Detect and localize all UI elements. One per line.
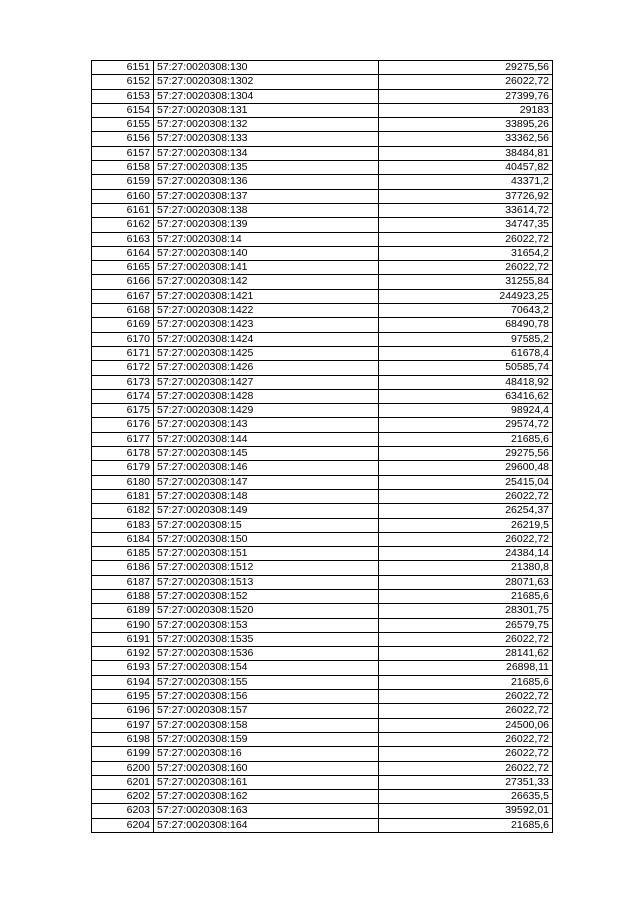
cadastral-number-cell: 57:27:0020308:132 [154,118,379,132]
table-row [92,618,553,632]
row-number-cell: 6170 [92,332,154,346]
cadastral-number-cell: 57:27:0020308:1423 [154,318,379,332]
value-cell: 34747,35 [379,218,553,232]
row-number-cell: 6175 [92,404,154,418]
row-number-cell: 6180 [92,475,154,489]
table-row [92,475,553,489]
value-cell: 63416,62 [379,389,553,403]
value-cell: 21685,6 [379,432,553,446]
row-number-cell: 6155 [92,118,154,132]
value-cell: 33895,26 [379,118,553,132]
table-row [92,203,553,217]
table-row [92,289,553,303]
value-cell: 26219,5 [379,518,553,532]
value-cell: 31654,2 [379,246,553,260]
row-number-cell: 6171 [92,346,154,360]
cadastral-number-cell: 57:27:0020308:153 [154,618,379,632]
value-cell: 48418,92 [379,375,553,389]
value-cell: 28071,63 [379,575,553,589]
row-number-cell: 6192 [92,647,154,661]
row-number-cell: 6188 [92,589,154,603]
table-row [92,547,553,561]
cadastral-number-cell: 57:27:0020308:158 [154,718,379,732]
row-number-cell: 6177 [92,432,154,446]
table-row [92,718,553,732]
table-row [92,489,553,503]
table-row [92,661,553,675]
row-number-cell: 6169 [92,318,154,332]
value-cell: 38484,81 [379,146,553,160]
row-number-cell: 6193 [92,661,154,675]
row-number-cell: 6190 [92,618,154,632]
value-cell: 24500,06 [379,718,553,732]
cadastral-number-cell: 57:27:0020308:145 [154,447,379,461]
cadastral-number-cell: 57:27:0020308:16 [154,747,379,761]
table-row [92,790,553,804]
value-cell: 26022,72 [379,232,553,246]
cadastral-number-cell: 57:27:0020308:1421 [154,289,379,303]
value-cell: 70643,2 [379,304,553,318]
table-row [92,804,553,818]
row-number-cell: 6157 [92,146,154,160]
cadastral-value-table [91,60,553,833]
value-cell: 29275,56 [379,447,553,461]
cadastral-number-cell: 57:27:0020308:162 [154,790,379,804]
table-row [92,103,553,117]
row-number-cell: 6161 [92,203,154,217]
value-cell: 37726,92 [379,189,553,203]
row-number-cell: 6203 [92,804,154,818]
row-number-cell: 6187 [92,575,154,589]
table-row [92,61,553,75]
table-row [92,432,553,446]
value-cell: 31255,84 [379,275,553,289]
value-cell: 26022,72 [379,261,553,275]
cadastral-number-cell: 57:27:0020308:154 [154,661,379,675]
cadastral-number-cell: 57:27:0020308:130 [154,61,379,75]
cadastral-number-cell: 57:27:0020308:156 [154,690,379,704]
value-cell: 27399,76 [379,89,553,103]
table-row [92,246,553,260]
value-cell: 26022,72 [379,489,553,503]
table-row [92,389,553,403]
cadastral-number-cell: 57:27:0020308:148 [154,489,379,503]
row-number-cell: 6185 [92,547,154,561]
value-cell: 40457,82 [379,161,553,175]
value-cell: 26254,37 [379,504,553,518]
row-number-cell: 6196 [92,704,154,718]
value-cell: 50585,74 [379,361,553,375]
row-number-cell: 6189 [92,604,154,618]
value-cell: 26022,72 [379,732,553,746]
row-number-cell: 6168 [92,304,154,318]
value-cell: 26022,72 [379,690,553,704]
table-row [92,304,553,318]
row-number-cell: 6179 [92,461,154,475]
value-cell: 28141,62 [379,647,553,661]
row-number-cell: 6153 [92,89,154,103]
table-row [92,675,553,689]
value-cell: 244923,25 [379,289,553,303]
cadastral-number-cell: 57:27:0020308:157 [154,704,379,718]
value-cell: 68490,78 [379,318,553,332]
table-row [92,189,553,203]
value-cell: 26579,75 [379,618,553,632]
row-number-cell: 6202 [92,790,154,804]
value-cell: 29275,56 [379,61,553,75]
table-row [92,375,553,389]
value-cell: 26022,72 [379,761,553,775]
cadastral-number-cell: 57:27:0020308:1302 [154,75,379,89]
row-number-cell: 6154 [92,103,154,117]
value-cell: 26022,72 [379,704,553,718]
table-row [92,761,553,775]
cadastral-number-cell: 57:27:0020308:1304 [154,89,379,103]
cadastral-number-cell: 57:27:0020308:14 [154,232,379,246]
value-cell: 21685,6 [379,818,553,832]
value-cell: 29600,48 [379,461,553,475]
value-cell: 24384,14 [379,547,553,561]
table-row [92,561,553,575]
cadastral-number-cell: 57:27:0020308:149 [154,504,379,518]
row-number-cell: 6174 [92,389,154,403]
cadastral-number-cell: 57:27:0020308:163 [154,804,379,818]
row-number-cell: 6204 [92,818,154,832]
table-row [92,704,553,718]
value-cell: 21685,6 [379,675,553,689]
table-row [92,404,553,418]
cadastral-number-cell: 57:27:0020308:134 [154,146,379,160]
table-row [92,232,553,246]
cadastral-number-cell: 57:27:0020308:141 [154,261,379,275]
value-cell: 26635,5 [379,790,553,804]
table-row [92,161,553,175]
table-row [92,318,553,332]
cadastral-number-cell: 57:27:0020308:142 [154,275,379,289]
cadastral-number-cell: 57:27:0020308:146 [154,461,379,475]
table-row [92,361,553,375]
table-row [92,747,553,761]
value-cell: 43371,2 [379,175,553,189]
row-number-cell: 6151 [92,61,154,75]
cadastral-number-cell: 57:27:0020308:136 [154,175,379,189]
value-cell: 29183 [379,103,553,117]
value-cell: 33614,72 [379,203,553,217]
value-cell: 28301,75 [379,604,553,618]
table-row [92,418,553,432]
table-row [92,132,553,146]
row-number-cell: 6198 [92,732,154,746]
row-number-cell: 6194 [92,675,154,689]
cadastral-number-cell: 57:27:0020308:1422 [154,304,379,318]
table-row [92,775,553,789]
row-number-cell: 6163 [92,232,154,246]
value-cell: 98924,4 [379,404,553,418]
table-row [92,589,553,603]
row-number-cell: 6165 [92,261,154,275]
cadastral-number-cell: 57:27:0020308:139 [154,218,379,232]
table-row [92,146,553,160]
row-number-cell: 6173 [92,375,154,389]
table-row [92,690,553,704]
cadastral-number-cell: 57:27:0020308:1520 [154,604,379,618]
cadastral-number-cell: 57:27:0020308:137 [154,189,379,203]
cadastral-number-cell: 57:27:0020308:138 [154,203,379,217]
value-cell: 33362,56 [379,132,553,146]
cadastral-number-cell: 57:27:0020308:143 [154,418,379,432]
value-cell: 26022,72 [379,632,553,646]
row-number-cell: 6176 [92,418,154,432]
table-row [92,575,553,589]
cadastral-number-cell: 57:27:0020308:135 [154,161,379,175]
value-cell: 21685,6 [379,589,553,603]
value-cell: 26022,72 [379,75,553,89]
table-row [92,89,553,103]
table-row [92,532,553,546]
cadastral-number-cell: 57:27:0020308:1512 [154,561,379,575]
row-number-cell: 6195 [92,690,154,704]
cadastral-number-cell: 57:27:0020308:144 [154,432,379,446]
table-row [92,504,553,518]
cadastral-number-cell: 57:27:0020308:152 [154,589,379,603]
row-number-cell: 6201 [92,775,154,789]
cadastral-number-cell: 57:27:0020308:164 [154,818,379,832]
row-number-cell: 6152 [92,75,154,89]
cadastral-number-cell: 57:27:0020308:140 [154,246,379,260]
table-row [92,218,553,232]
cadastral-number-cell: 57:27:0020308:133 [154,132,379,146]
cadastral-number-cell: 57:27:0020308:1424 [154,332,379,346]
table-row [92,332,553,346]
value-cell: 27351,33 [379,775,553,789]
row-number-cell: 6162 [92,218,154,232]
row-number-cell: 6184 [92,532,154,546]
cadastral-number-cell: 57:27:0020308:1536 [154,647,379,661]
row-number-cell: 6199 [92,747,154,761]
row-number-cell: 6191 [92,632,154,646]
table-row [92,604,553,618]
cadastral-number-cell: 57:27:0020308:160 [154,761,379,775]
cadastral-number-cell: 57:27:0020308:1425 [154,346,379,360]
table-row [92,118,553,132]
table-row [92,632,553,646]
table-row [92,518,553,532]
row-number-cell: 6160 [92,189,154,203]
row-number-cell: 6167 [92,289,154,303]
cadastral-number-cell: 57:27:0020308:1428 [154,389,379,403]
value-cell: 25415,04 [379,475,553,489]
table-row [92,647,553,661]
row-number-cell: 6172 [92,361,154,375]
row-number-cell: 6159 [92,175,154,189]
table-row [92,275,553,289]
value-cell: 61678,4 [379,346,553,360]
row-number-cell: 6156 [92,132,154,146]
value-cell: 21380,8 [379,561,553,575]
cadastral-number-cell: 57:27:0020308:1426 [154,361,379,375]
table-row [92,346,553,360]
cadastral-number-cell: 57:27:0020308:159 [154,732,379,746]
row-number-cell: 6183 [92,518,154,532]
row-number-cell: 6182 [92,504,154,518]
table-body [92,61,553,833]
row-number-cell: 6186 [92,561,154,575]
cadastral-number-cell: 57:27:0020308:147 [154,475,379,489]
table-row [92,818,553,832]
cadastral-number-cell: 57:27:0020308:155 [154,675,379,689]
value-cell: 26022,72 [379,747,553,761]
table-row [92,261,553,275]
cadastral-number-cell: 57:27:0020308:161 [154,775,379,789]
row-number-cell: 6178 [92,447,154,461]
cadastral-number-cell: 57:27:0020308:1429 [154,404,379,418]
cadastral-number-cell: 57:27:0020308:150 [154,532,379,546]
row-number-cell: 6197 [92,718,154,732]
table-row [92,175,553,189]
cadastral-number-cell: 57:27:0020308:151 [154,547,379,561]
cadastral-number-cell: 57:27:0020308:1513 [154,575,379,589]
row-number-cell: 6181 [92,489,154,503]
table-row [92,461,553,475]
value-cell: 29574,72 [379,418,553,432]
row-number-cell: 6200 [92,761,154,775]
value-cell: 39592,01 [379,804,553,818]
value-cell: 97585,2 [379,332,553,346]
table-row [92,447,553,461]
value-cell: 26022,72 [379,532,553,546]
table-row [92,732,553,746]
row-number-cell: 6166 [92,275,154,289]
value-cell: 26898,11 [379,661,553,675]
row-number-cell: 6158 [92,161,154,175]
cadastral-number-cell: 57:27:0020308:1427 [154,375,379,389]
table-row [92,75,553,89]
cadastral-number-cell: 57:27:0020308:15 [154,518,379,532]
row-number-cell: 6164 [92,246,154,260]
cadastral-number-cell: 57:27:0020308:131 [154,103,379,117]
cadastral-number-cell: 57:27:0020308:1535 [154,632,379,646]
